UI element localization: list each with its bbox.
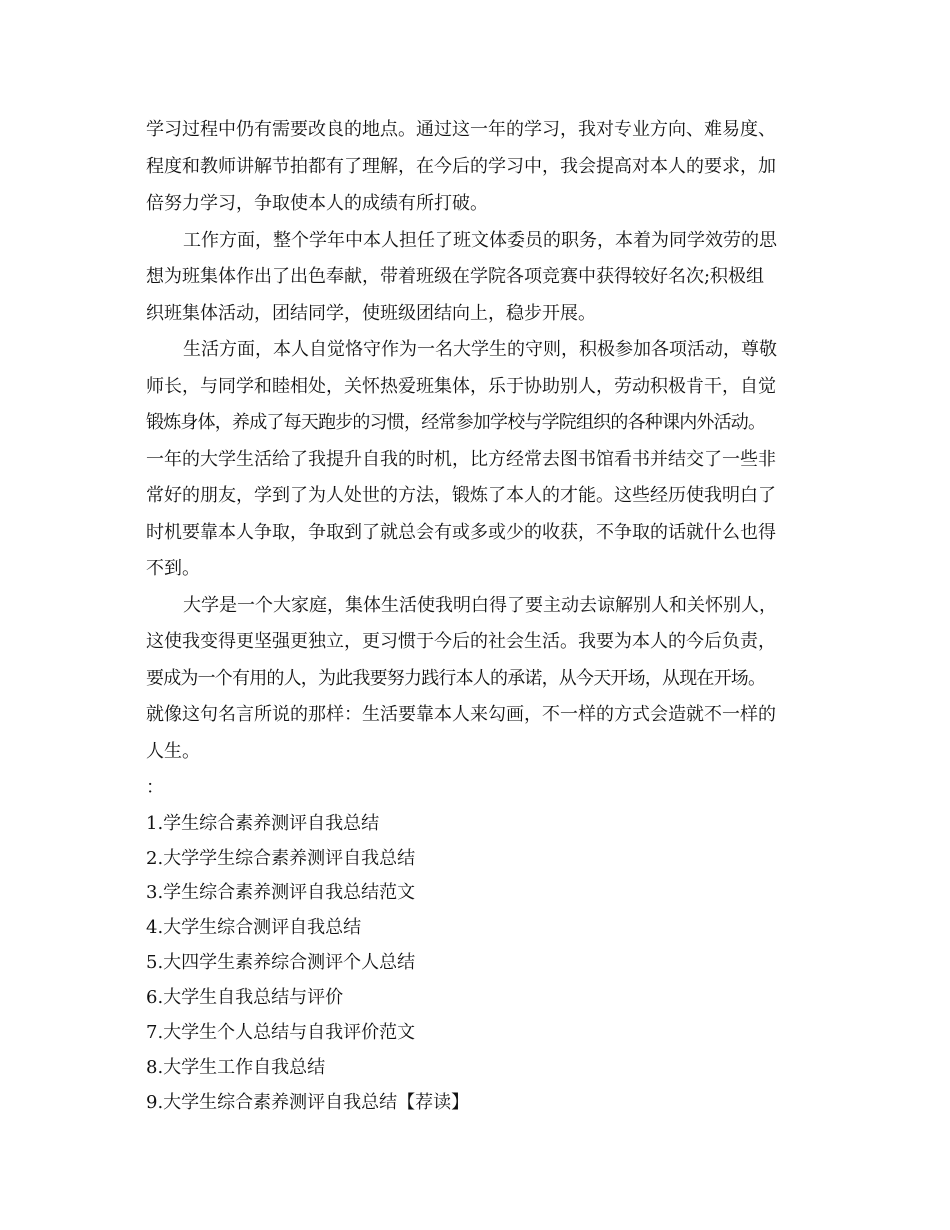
related-article-link[interactable]: 8.大学生工作自我总结 — [146, 1057, 326, 1078]
paragraph-line: 一年的大学生活给了我提升自我的时机，比方经常去图书馆看书并结交了一些非 — [146, 449, 776, 470]
paragraph-line: 程度和教师讲解节拍都有了理解，在今后的学习中，我会提高对本人的要求，加 — [146, 156, 776, 177]
paragraph-line: 织班集体活动，团结同学，使班级团结向上，稳步开展。 — [146, 303, 596, 324]
paragraph-line: 大学是一个大家庭，集体生活使我明白得了要主动去谅解别人和关怀别人， — [183, 595, 777, 616]
related-article-link[interactable]: 5.大四学生素养综合测评个人总结 — [146, 952, 416, 973]
paragraph-line: 就像这句名言所说的那样：生活要靠本人来勾画，不一样的方式会造就不一样的 — [146, 704, 776, 725]
paragraph-line: 常好的朋友，学到了为人处世的方法，锻炼了本人的才能。这些经历使我明白了 — [146, 485, 776, 506]
list-intro: ： — [146, 777, 164, 798]
related-article-link[interactable]: 7.大学生个人总结与自我评价范文 — [146, 1022, 416, 1043]
related-article-link[interactable]: 3.学生综合素养测评自我总结范文 — [146, 882, 416, 903]
paragraph-line: 师长，与同学和睦相处，关怀热爱班集体，乐于协助别人，劳动积极肯干，自觉 — [146, 376, 776, 397]
paragraph-line: 生活方面，本人自觉恪守作为一名大学生的守则，积极参加各项活动，尊敬 — [183, 339, 777, 360]
related-article-link[interactable]: 6.大学生自我总结与评价 — [146, 987, 344, 1008]
related-article-link[interactable]: 9.大学生综合素养测评自我总结【荐读】 — [146, 1092, 470, 1113]
paragraph-line: 倍努力学习，争取使本人的成绩有所打破。 — [146, 193, 488, 214]
related-article-link[interactable]: 2.大学学生综合素养测评自我总结 — [146, 848, 416, 869]
paragraph-line: 工作方面，整个学年中本人担任了班文体委员的职务，本着为同学效劳的思 — [183, 230, 777, 251]
related-article-link[interactable]: 1.学生综合素养测评自我总结 — [146, 813, 380, 834]
paragraph-line: 锻炼身体，养成了每天跑步的习惯，经常参加学校与学院组织的各种课内外活动。 — [146, 412, 766, 433]
paragraph-line: 学习过程中仍有需要改良的地点。通过这一年的学习，我对专业方向、难易度、 — [146, 119, 776, 140]
paragraph-line: 人生。 — [146, 741, 200, 762]
paragraph-line: 时机要靠本人争取，争取到了就总会有或多或少的收获，不争取的话就什么也得 — [146, 522, 776, 543]
paragraph-line: 这使我变得更坚强更独立，更习惯于今后的社会生活。我要为本人的今后负责， — [146, 631, 776, 652]
paragraph-line: 要成为一个有用的人，为此我要努力践行本人的承诺，从今天开场，从现在开场。 — [146, 668, 766, 689]
paragraph-line: 想为班集体作出了出色奉献，带着班级在学院各项竞赛中获得较好名次;积极组 — [146, 266, 765, 287]
related-article-link[interactable]: 4.大学生综合测评自我总结 — [146, 917, 362, 938]
paragraph-line: 不到。 — [146, 558, 200, 579]
